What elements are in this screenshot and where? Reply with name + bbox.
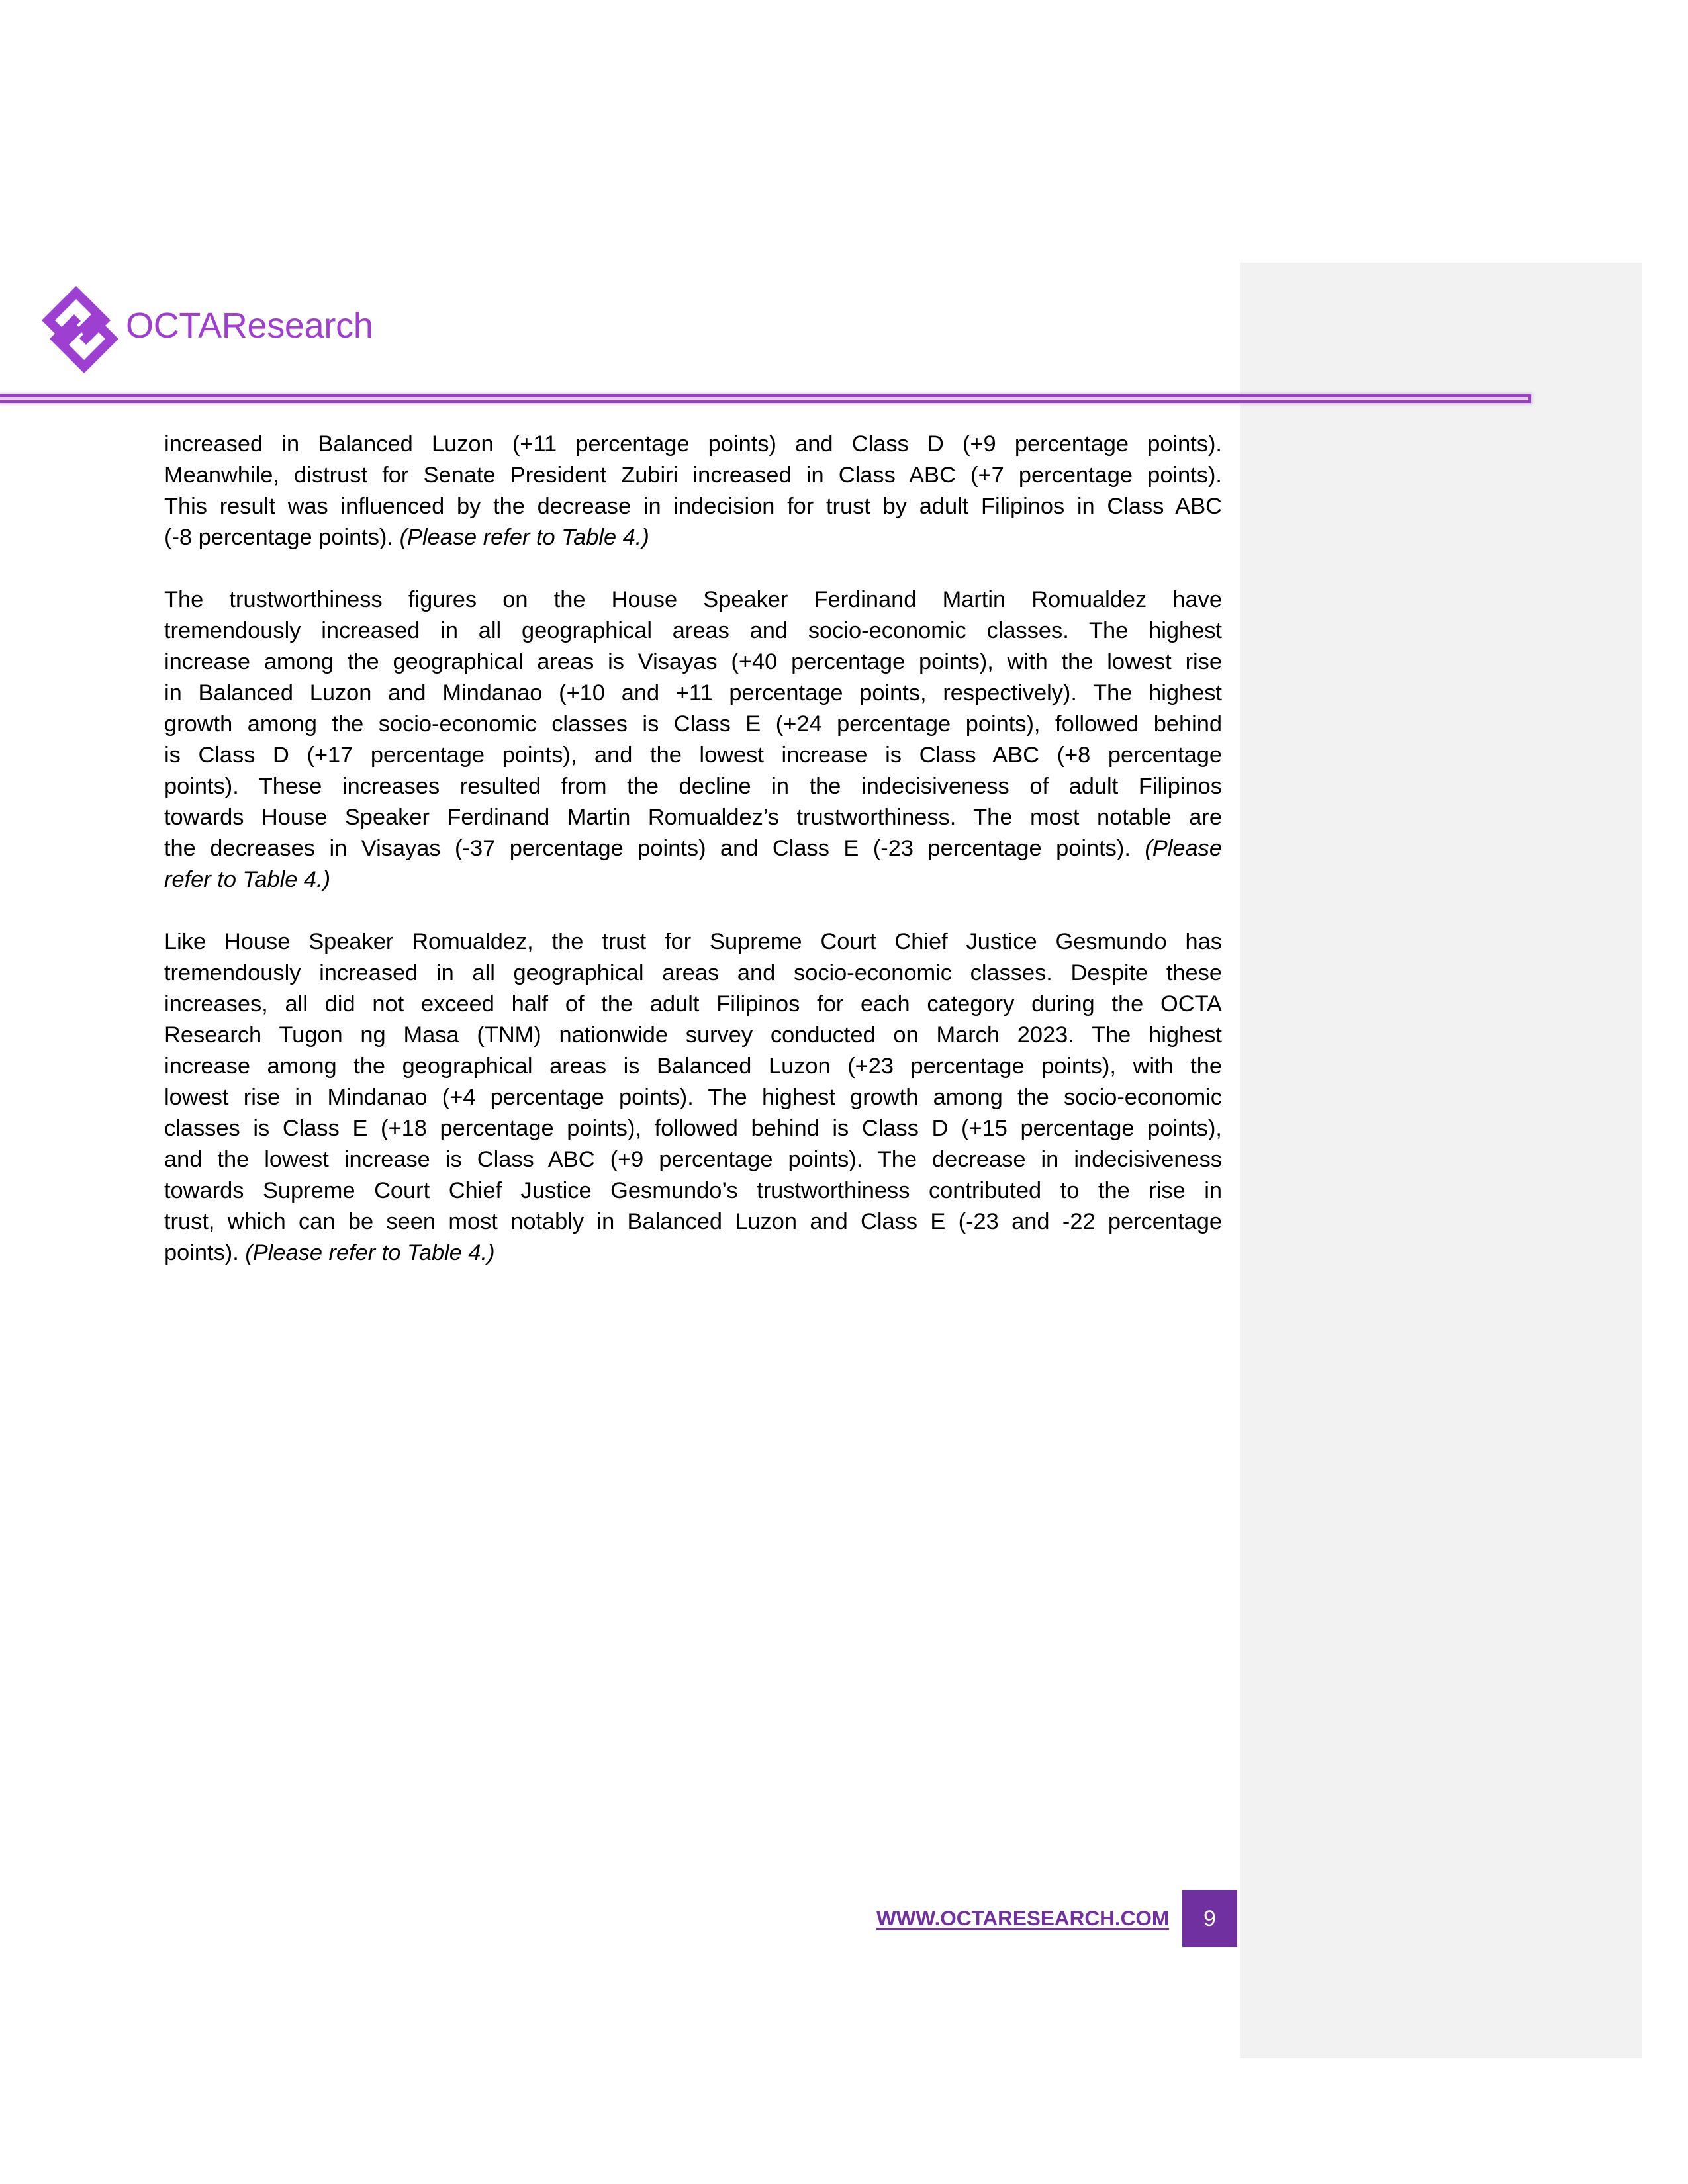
text-line: [164, 771, 1222, 802]
body-text-segment: the decreases in Visayas (-37 percentage points) and Class E (-23 percentage points).: [164, 836, 1145, 861]
body-text-segment: towards Supreme Court Chief Justice Gesmundo’s trustworthiness contributed to the rise in: [164, 1178, 1222, 1203]
body-text-segment: lowest rise in Mindanao (+4 percentage points). The highest growth among the socio-economic: [164, 1085, 1222, 1110]
body-text-segment: is Class D (+17 percentage points), and the lowest increase is Class ABC (+8 percentage: [164, 743, 1222, 768]
body-text-segment: increase among the geographical areas is Balanced Luzon (+23 percentage points), with the: [164, 1054, 1222, 1079]
text-line: [164, 522, 1222, 553]
text-line: [164, 864, 1222, 895]
document-body: [164, 429, 1222, 1300]
page-number-badge: [1182, 1890, 1237, 1947]
page-number: 9: [1203, 1905, 1216, 1931]
table-reference-text: refer to Table 4.): [164, 867, 331, 892]
body-text-segment: increase among the geographical areas is Visayas (+40 percentage points), with the lowest rise: [164, 649, 1222, 674]
body-text-segment: Research Tugon ng Masa (TNM) nationwide survey conducted on March 2023. The highest: [164, 1023, 1222, 1048]
margin-sidebar-panel: [1240, 263, 1642, 2058]
body-text-segment: and the lowest increase is Class ABC (+9 percentage points). The decrease in indecisiveness: [164, 1147, 1222, 1172]
body-text-segment: (-8 percentage points).: [164, 525, 400, 550]
text-line: [164, 740, 1222, 771]
logo-diamonds-graphic: [38, 283, 120, 376]
text-line: [164, 1175, 1222, 1206]
text-line: [164, 1113, 1222, 1144]
paragraph: [164, 584, 1222, 895]
text-line: [164, 833, 1222, 864]
body-text-segment: towards House Speaker Ferdinand Martin Romualdez’s trustworthiness. The most notable are: [164, 805, 1222, 830]
table-reference-text: (Please refer to Table 4.): [245, 1240, 495, 1265]
body-text-segment: tremendously increased in all geographical areas and socio-economic classes. The highest: [164, 618, 1222, 643]
text-line: [164, 429, 1222, 460]
body-text-segment: increased in Balanced Luzon (+11 percentage points) and Class D (+9 percentage points).: [164, 432, 1222, 457]
text-line: [164, 1238, 1222, 1269]
table-reference-text: (Please: [1145, 836, 1222, 861]
body-text-segment: tremendously increased in all geographical areas and socio-economic classes. Despite these: [164, 960, 1222, 985]
table-reference-text: (Please refer to Table 4.): [399, 525, 649, 550]
body-text-segment: Meanwhile, distrust for Senate President Zubiri increased in Class ABC (+7 percentage points).: [164, 463, 1222, 488]
text-line: [164, 615, 1222, 647]
body-text-segment: increases, all did not exceed half of the adult Filipinos for each category during the OCTA: [164, 991, 1222, 1017]
text-line: [164, 989, 1222, 1020]
text-line: [164, 709, 1222, 740]
header-divider: [0, 394, 1531, 403]
octa-logo-icon: [38, 283, 120, 376]
body-text-segment: trust, which can be seen most notably in Balanced Luzon and Class E (-23 and -22 percentage: [164, 1209, 1222, 1234]
website-link[interactable]: WWW.OCTARESEARCH.COM: [876, 1906, 1170, 1930]
text-line: [164, 1020, 1222, 1051]
text-line: [164, 927, 1222, 958]
text-line: [164, 491, 1222, 522]
paragraph: [164, 927, 1222, 1269]
text-line: [164, 802, 1222, 833]
body-text-segment: The trustworthiness figures on the House Speaker Ferdinand Martin Romualdez have: [164, 587, 1222, 612]
body-text-segment: classes is Class E (+18 percentage points), followed behind is Class D (+15 percentage points),: [164, 1116, 1222, 1141]
text-line: [164, 460, 1222, 491]
text-line: [164, 1144, 1222, 1175]
body-text-segment: Like House Speaker Romualdez, the trust for Supreme Court Chief Justice Gesmundo has: [164, 929, 1222, 954]
body-text-segment: growth among the socio-economic classes is Class E (+24 percentage points), followed behind: [164, 711, 1222, 737]
body-text-segment: points). These increases resulted from the decline in the indecisiveness of adult Filipinos: [164, 774, 1222, 799]
body-text-segment: in Balanced Luzon and Mindanao (+10 and +11 percentage points, respectively). The highest: [164, 680, 1222, 705]
brand-name: OCTAResearch: [126, 306, 373, 345]
text-line: [164, 1082, 1222, 1113]
text-line: [164, 1206, 1222, 1238]
text-line: [164, 647, 1222, 678]
text-line: [164, 584, 1222, 615]
body-text-segment: This result was influenced by the decrease in indecision for trust by adult Filipinos in Class ABC: [164, 494, 1222, 519]
text-line: [164, 678, 1222, 709]
paragraph: [164, 429, 1222, 553]
body-text-segment: points).: [164, 1240, 246, 1265]
text-line: [164, 958, 1222, 989]
text-line: [164, 1051, 1222, 1082]
